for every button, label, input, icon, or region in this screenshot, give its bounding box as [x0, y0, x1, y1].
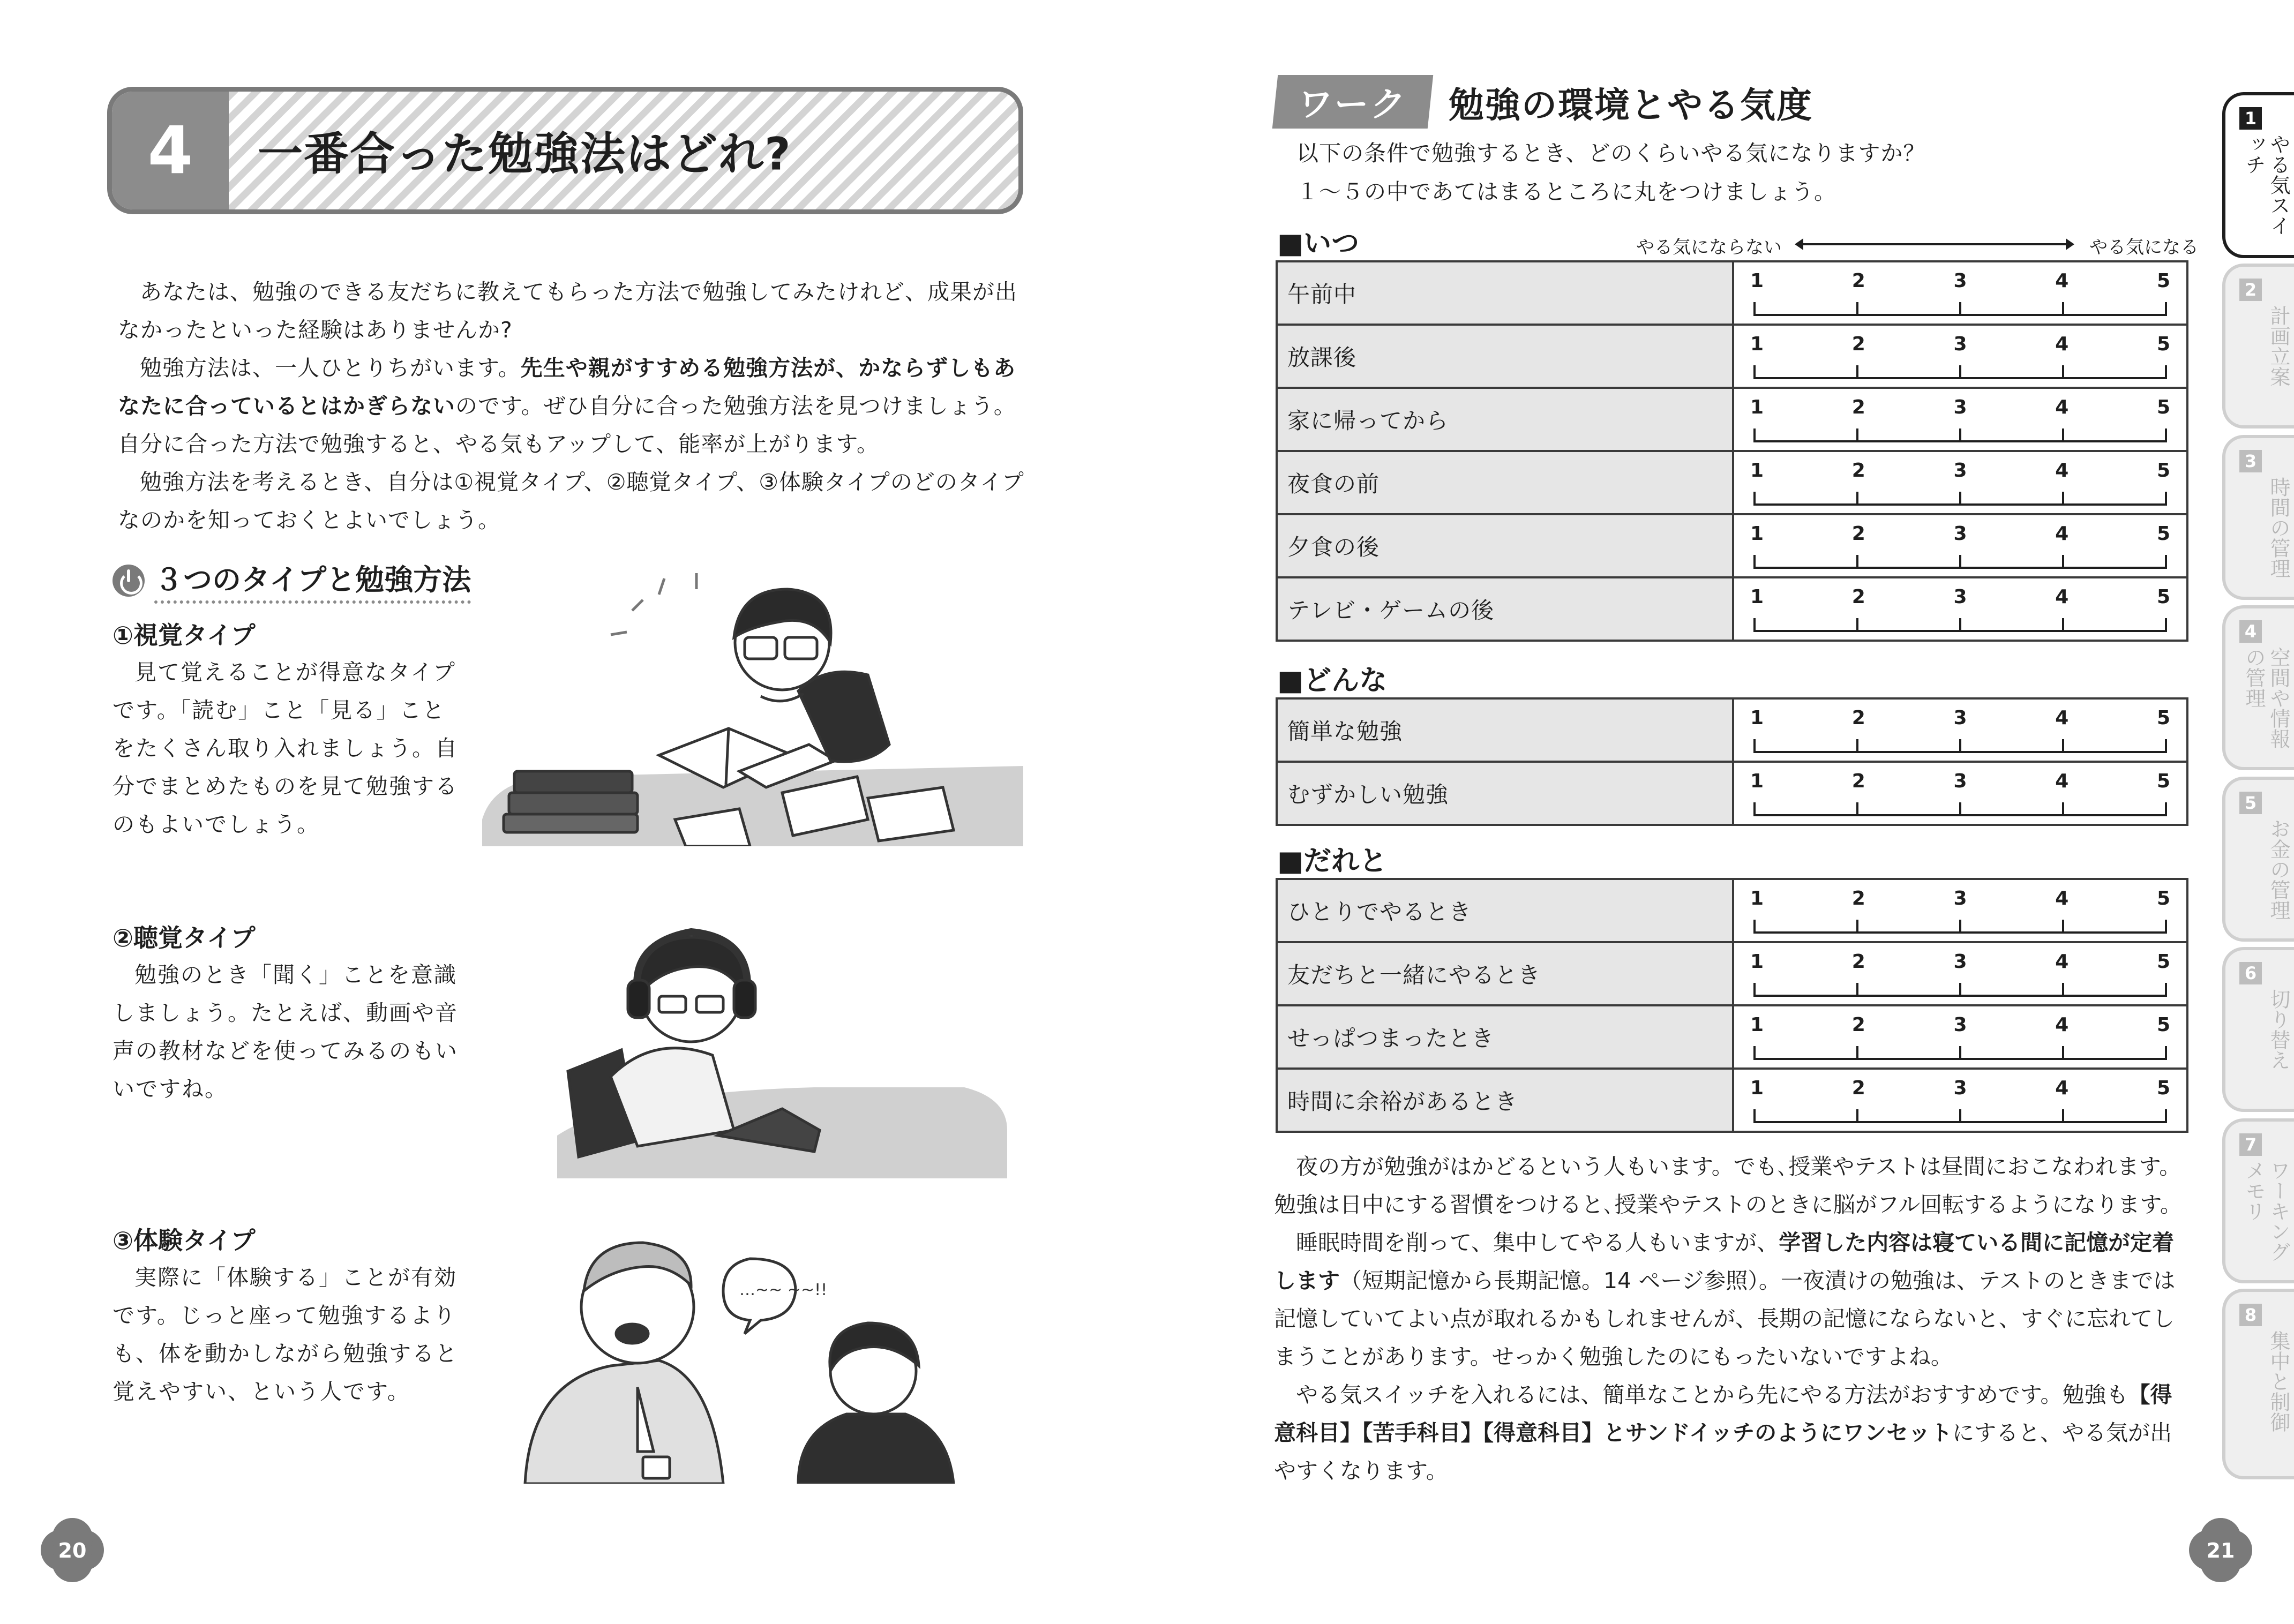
intro-emphasis: 先生や親がすすめる勉強方法が、かならずしもあなたに合っているとはかぎらない: [118, 355, 1016, 419]
rating-row: [1277, 1069, 2187, 1132]
scale-value[interactable]: 4: [2055, 951, 2069, 973]
scale-tick: [1856, 920, 1858, 934]
rating-scale[interactable]: [1733, 1005, 2187, 1069]
rating-scale[interactable]: [1733, 261, 2187, 325]
chapter-tab-number: 1: [2239, 107, 2262, 130]
scale-value[interactable]: 2: [1851, 396, 1865, 418]
rating-scale[interactable]: [1733, 762, 2187, 825]
scale-value[interactable]: 5: [2156, 888, 2170, 909]
scale-tick: [1856, 983, 1858, 997]
scale-value[interactable]: 3: [1953, 523, 1967, 545]
scale-value[interactable]: 3: [1953, 270, 1967, 292]
rating-row: [1277, 762, 2187, 825]
scale-tick: [2062, 983, 2064, 997]
scale-tick: [1959, 428, 1961, 442]
scale-tick: [2062, 428, 2064, 442]
scale-value[interactable]: 1: [1750, 523, 1764, 545]
closing-text: [1274, 1148, 2191, 1490]
scale-tick: [2165, 302, 2167, 316]
scale-tick: [2062, 802, 2064, 816]
chapter-tab-number: 4: [2239, 620, 2262, 643]
scale-value[interactable]: 3: [1953, 888, 1967, 909]
scale-value[interactable]: 2: [1851, 770, 1865, 792]
scale-tick: [2062, 920, 2064, 934]
power-icon: [113, 565, 145, 597]
scale-value[interactable]: 4: [2055, 270, 2069, 292]
intro-text: [118, 273, 1029, 539]
scale-line: [1755, 492, 2166, 506]
scale-value[interactable]: 2: [1851, 1077, 1865, 1099]
condition-label: ひとりでやるとき: [1277, 879, 1733, 942]
scale-tick: [1753, 492, 1756, 506]
condition-label: テレビ・ゲームの後: [1277, 577, 1733, 641]
scale-tick: [1753, 428, 1756, 442]
scale-line: [1755, 983, 2166, 997]
scale-line: [1755, 555, 2166, 569]
intro-paragraph: 勉強方法を考えるとき、自分は①視覚タイプ、②聴覚タイプ、③体験タイプのどのタイプなのかを知っておくとよいでしょう。: [118, 469, 1024, 533]
condition-label: 友だちと一緒にやるとき: [1277, 942, 1733, 1005]
condition-label: むずかしい勉強: [1277, 762, 1733, 825]
scale-low-label: やる気にならない: [1636, 237, 1782, 258]
scale-tick: [1959, 802, 1961, 816]
scale-value[interactable]: 1: [1750, 707, 1764, 729]
scale-tick: [1856, 428, 1858, 442]
scale-value[interactable]: 5: [2156, 270, 2170, 292]
scale-line: [1755, 302, 2166, 316]
scale-tick: [1753, 739, 1756, 753]
chapter-tab-label: 切り替え: [2267, 989, 2290, 1070]
scale-tick: [2165, 983, 2167, 997]
scale-tick: [2165, 802, 2167, 816]
scale-value[interactable]: 2: [1851, 951, 1865, 973]
type-auditory-body: 勉強のとき「聞く」ことを意識しましょう。たとえば、動画や音声の教材などを使ってみるのもいいですね。: [113, 962, 458, 1102]
rating-row: [1277, 698, 2187, 762]
scale-tick: [2062, 739, 2064, 753]
chapter-tab-number: 2: [2239, 279, 2262, 301]
scale-tick: [2062, 365, 2064, 379]
scale-tick: [2062, 1046, 2064, 1060]
rating-row: [1277, 879, 2187, 942]
section-title: ３つのタイプと勉強方法: [154, 557, 471, 604]
scale-tick: [2062, 1109, 2064, 1123]
scale-tick: [1856, 739, 1858, 753]
scale-tick: [2062, 555, 2064, 569]
scale-value[interactable]: 3: [1953, 586, 1967, 608]
condition-label: せっぱつまったとき: [1277, 1005, 1733, 1069]
scale-legend: [1636, 230, 2199, 257]
scale-value[interactable]: 1: [1750, 1014, 1764, 1036]
scale-value[interactable]: 5: [2156, 1077, 2170, 1099]
scale-line: [1755, 1046, 2166, 1060]
scale-value[interactable]: 4: [2055, 333, 2069, 355]
rating-row: [1277, 261, 2187, 325]
scale-value[interactable]: 1: [1750, 396, 1764, 418]
chapter-tab-label: ワーキングメモリ: [2242, 1160, 2290, 1262]
section-heading: [113, 557, 471, 604]
scale-value[interactable]: 4: [2055, 460, 2069, 482]
condition-label: 夜食の前: [1277, 451, 1733, 514]
scale-value[interactable]: 4: [2055, 523, 2069, 545]
condition-label: 夕食の後: [1277, 514, 1733, 577]
scale-tick: [1959, 1046, 1961, 1060]
condition-label: 放課後: [1277, 325, 1733, 388]
scale-line: [1755, 365, 2166, 379]
type-experiential-body: 実際に「体験する」ことが有効です。じっと座って勉強するよりも、体を動かしながら勉強すると覚えやすい、という人です。: [113, 1265, 458, 1404]
work-instructions: 以下の条件で勉強するとき、どのくらいやる気になりますか？ １～５の中であてはまるところに丸をつけましょう。: [1296, 140, 1926, 205]
scale-value[interactable]: 1: [1750, 888, 1764, 909]
scale-tick: [1856, 555, 1858, 569]
scale-value[interactable]: 5: [2156, 523, 2170, 545]
rating-scale[interactable]: [1733, 388, 2187, 451]
condition-label: 午前中: [1277, 261, 1733, 325]
condition-label: 家に帰ってから: [1277, 388, 1733, 451]
closing-paragraph: やる気スイッチを入れるには、簡単なことから先にやる方法がおすすめです。勉強も【得意科目】【苦手科目】【得意科目】とサンドイッチのようにワンセットにすると、やる気が出やすくなります。: [1274, 1382, 2172, 1484]
scale-tick: [2165, 920, 2167, 934]
rating-table-when: [1276, 260, 2188, 642]
rating-table-with-whom: [1276, 878, 2188, 1133]
scale-tick: [1856, 365, 1858, 379]
rating-row: [1277, 577, 2187, 641]
chapter-tab-label: 空間や情報の管理: [2242, 647, 2290, 749]
scale-tick: [1959, 739, 1961, 753]
chapter-tab-label: 時間の管理: [2267, 477, 2290, 578]
scale-value[interactable]: 1: [1750, 770, 1764, 792]
scale-value[interactable]: 3: [1953, 333, 1967, 355]
scale-line: [1755, 802, 2166, 816]
closing-emphasis: 学習した内容は寝ている間に記憶が定着します: [1274, 1230, 2175, 1294]
scale-value[interactable]: 3: [1953, 396, 1967, 418]
scale-value[interactable]: 4: [2055, 1077, 2069, 1099]
type-visual-title: ①視覚タイプ: [113, 621, 256, 650]
rating-row: [1277, 514, 2187, 577]
scale-high-label: やる気になる: [2089, 237, 2199, 258]
chapter-tab-number: 6: [2239, 962, 2262, 984]
scale-tick: [1753, 365, 1756, 379]
scale-value[interactable]: 2: [1851, 523, 1865, 545]
page-number-left: 20: [38, 1516, 107, 1585]
scale-value[interactable]: 1: [1750, 270, 1764, 292]
scale-value[interactable]: 5: [2156, 586, 2170, 608]
scale-tick: [1753, 983, 1756, 997]
scale-line: [1755, 428, 2166, 442]
scale-tick: [2165, 1109, 2167, 1123]
chapter-tab-number: 3: [2239, 450, 2262, 472]
rating-scale[interactable]: [1733, 577, 2187, 641]
speech-bubble-text: …~~ ~~!!: [739, 1281, 828, 1299]
scale-value[interactable]: 2: [1851, 270, 1865, 292]
rating-table-what: [1276, 697, 2188, 826]
chapter-tab[interactable]: [2222, 1289, 2294, 1479]
scale-value[interactable]: 3: [1953, 1077, 1967, 1099]
scale-tick: [2165, 492, 2167, 506]
chapter-tab[interactable]: [2222, 264, 2294, 428]
illustration-headphone-student: [557, 916, 1007, 1178]
double-arrow-icon: [1803, 243, 2066, 245]
scale-value[interactable]: 5: [2156, 1014, 2170, 1036]
rating-row: [1277, 325, 2187, 388]
scale-value[interactable]: 1: [1750, 1077, 1764, 1099]
scale-line: [1755, 920, 2166, 934]
rating-scale[interactable]: [1733, 1069, 2187, 1132]
intro-paragraph: 勉強方法は、一人ひとりちがいます。先生や親がすすめる勉強方法が、かならずしもあなたに合っているとはかぎらないのです。ぜひ自分に合った勉強方法を見つけましょう。自分に合った方法で勉強すると、やる気もアップして、能率が上がります。: [118, 355, 1016, 457]
work-tag: ワーク: [1272, 75, 1434, 129]
scale-value[interactable]: 4: [2055, 396, 2069, 418]
scale-value[interactable]: 1: [1750, 951, 1764, 973]
scale-tick: [1959, 365, 1961, 379]
scale-value[interactable]: 3: [1953, 951, 1967, 973]
chapter-tab[interactable]: [2222, 1118, 2294, 1283]
closing-paragraph: 夜の方が勉強がはかどるという人もいます。でも､授業やテストは昼間におこなわれます。勉強は日中にする習慣をつけると､授業やテストのときに脳がフル回転するようになります。: [1274, 1154, 2182, 1217]
chapter-tab-label: やる気スイッチ: [2242, 134, 2290, 236]
scale-value[interactable]: 2: [1851, 586, 1865, 608]
chapter-header: [107, 87, 1023, 214]
illustration-reading-student: [482, 568, 1023, 846]
scale-tick: [2062, 492, 2064, 506]
scale-tick: [2165, 1046, 2167, 1060]
scale-value[interactable]: 4: [2055, 707, 2069, 729]
chapter-tab[interactable]: [2222, 435, 2294, 600]
type-experiential-title: ③体験タイプ: [113, 1226, 256, 1255]
scale-value[interactable]: 5: [2156, 951, 2170, 973]
scale-tick: [1753, 618, 1756, 632]
scale-line: [1755, 739, 2166, 753]
scale-tick: [1753, 555, 1756, 569]
scale-value[interactable]: 1: [1750, 586, 1764, 608]
chapter-tab-label: 計画立案: [2267, 305, 2290, 387]
scale-tick: [1959, 555, 1961, 569]
rating-scale[interactable]: [1733, 698, 2187, 762]
scale-tick: [1856, 302, 1858, 316]
scale-value[interactable]: 3: [1953, 460, 1967, 482]
rating-row: [1277, 942, 2187, 1005]
scale-value[interactable]: 5: [2156, 770, 2170, 792]
condition-label: 時間に余裕があるとき: [1277, 1069, 1733, 1132]
scale-tick: [1959, 983, 1961, 997]
scale-tick: [2062, 618, 2064, 632]
chapter-tab-label: 集中と制御: [2267, 1330, 2290, 1432]
scale-tick: [1959, 1109, 1961, 1123]
rating-scale[interactable]: [1733, 325, 2187, 388]
scale-tick: [1856, 802, 1858, 816]
work-heading: [1275, 75, 1813, 129]
scale-value[interactable]: 5: [2156, 396, 2170, 418]
scale-value[interactable]: 5: [2156, 460, 2170, 482]
chapter-tab-label: お金の管理: [2267, 818, 2290, 920]
scale-line: [1755, 618, 2166, 632]
group-title-with-whom: ■だれと: [1277, 845, 1388, 877]
scale-tick: [1959, 920, 1961, 934]
scale-line: [1755, 1109, 2166, 1123]
closing-paragraph: 睡眠時間を削って、集中してやる人もいますが、学習した内容は寝ている間に記憶が定着します（短期記憶から長期記憶。14 ページ参照）。一夜漬けの勉強は、テストのときまでは記憶していてよい点が取れるかもしれませんが、長期の記憶にならないと、すぐに忘れてしまうことがあります。せっかく勉強したのにもったいないですよね。: [1274, 1230, 2176, 1370]
scale-tick: [1753, 920, 1756, 934]
scale-value[interactable]: 4: [2055, 888, 2069, 909]
chapter-number: 4: [112, 92, 229, 209]
scale-tick: [1959, 618, 1961, 632]
chapter-title: 一番合った勉強法はどれ?: [258, 127, 792, 181]
scale-value[interactable]: 4: [2055, 586, 2069, 608]
type-visual-body: 見て覚えることが得意なタイプです。「読む」こと「見る」ことをたくさん取り入れましょう。自分でまとめたものを見て勉強するのもよいでしょう。: [113, 659, 458, 837]
rating-row: [1277, 451, 2187, 514]
scale-tick: [1856, 492, 1858, 506]
scale-tick: [1753, 1046, 1756, 1060]
scale-value[interactable]: 5: [2156, 333, 2170, 355]
group-title-what: ■どんな: [1277, 665, 1388, 697]
scale-tick: [2165, 739, 2167, 753]
scale-value[interactable]: 3: [1953, 707, 1967, 729]
scale-tick: [1856, 1046, 1858, 1060]
rating-row: [1277, 1005, 2187, 1069]
scale-tick: [2165, 618, 2167, 632]
scale-tick: [2165, 428, 2167, 442]
scale-value[interactable]: 2: [1851, 888, 1865, 909]
intro-paragraph: あなたは、勉強のできる友だちに教えてもらった方法で勉強してみたけれど、成果が出なかったといった経験はありませんか?: [118, 279, 1017, 343]
type-auditory-title: ②聴覚タイプ: [113, 923, 256, 952]
scale-tick: [1753, 302, 1756, 316]
chapter-tab[interactable]: [2222, 92, 2294, 258]
scale-tick: [2165, 555, 2167, 569]
rating-scale[interactable]: [1733, 879, 2187, 942]
scale-value[interactable]: 4: [2055, 770, 2069, 792]
scale-value[interactable]: 2: [1851, 460, 1865, 482]
chapter-tab[interactable]: [2222, 777, 2294, 942]
chapter-tab-number: 8: [2239, 1304, 2262, 1326]
scale-value[interactable]: 2: [1851, 707, 1865, 729]
group-title-when: ■いつ: [1277, 228, 1360, 260]
scale-tick: [1856, 1109, 1858, 1123]
scale-tick: [1753, 1109, 1756, 1123]
rating-scale[interactable]: [1733, 514, 2187, 577]
work-title: 勉強の環境とやる気度: [1449, 84, 1813, 126]
scale-value[interactable]: 1: [1750, 333, 1764, 355]
scale-tick: [2165, 365, 2167, 379]
scale-value[interactable]: 3: [1953, 1014, 1967, 1036]
scale-value[interactable]: 2: [1851, 1014, 1865, 1036]
condition-label: 簡単な勉強: [1277, 698, 1733, 762]
scale-value[interactable]: 2: [1851, 333, 1865, 355]
chapter-tab-number: 7: [2239, 1133, 2262, 1156]
scale-value[interactable]: 5: [2156, 707, 2170, 729]
chapter-tab[interactable]: [2222, 947, 2294, 1112]
scale-value[interactable]: 3: [1953, 770, 1967, 792]
scale-value[interactable]: 1: [1750, 460, 1764, 482]
scale-tick: [2062, 302, 2064, 316]
scale-tick: [1753, 802, 1756, 816]
scale-tick: [1959, 302, 1961, 316]
page-number-right: 21: [2186, 1516, 2255, 1585]
illustration-teacher-and-student: [520, 1227, 986, 1484]
chapter-tab[interactable]: [2222, 605, 2294, 770]
rating-scale[interactable]: [1733, 942, 2187, 1005]
chapter-tab-number: 5: [2239, 792, 2262, 814]
scale-tick: [1856, 618, 1858, 632]
scale-tick: [1959, 492, 1961, 506]
rating-row: [1277, 388, 2187, 451]
scale-value[interactable]: 4: [2055, 1014, 2069, 1036]
closing-emphasis: 【得意科目】【苦手科目】【得意科目】とサンドイッチのようにワンセット: [1274, 1382, 2172, 1446]
rating-scale[interactable]: [1733, 451, 2187, 514]
